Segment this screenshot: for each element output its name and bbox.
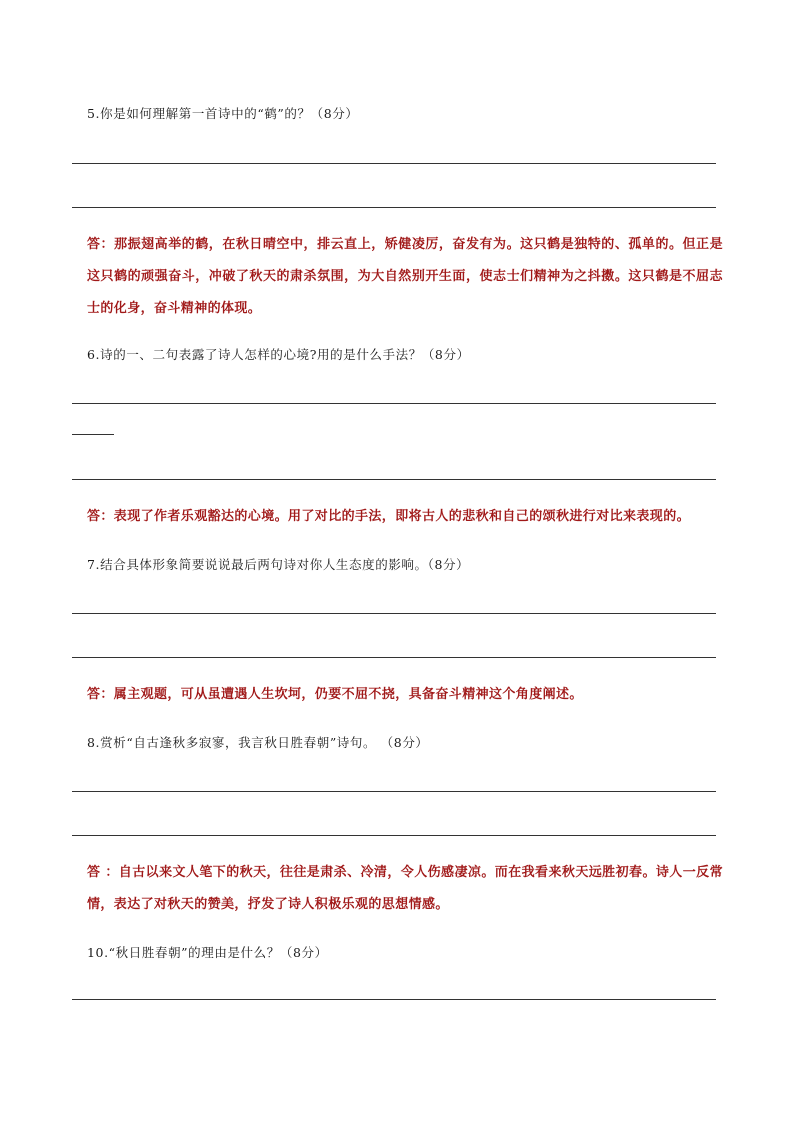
question-8: 8.赏析“自古逢秋多寂寥，我言秋日胜春朝”诗句。 （8分） bbox=[87, 735, 429, 750]
answer-7: 答：属主观题，可从虽遭遇人生坎坷，仍要不屈不挠，具备奋斗精神这个角度阐述。 bbox=[87, 687, 583, 702]
question-7: 7.结合具体形象简要说说最后两句诗对你人生态度的影响。（8分） bbox=[87, 557, 470, 572]
answer-line-short bbox=[72, 434, 114, 435]
answer-5: 答：那振翅高举的鹤，在秋日晴空中，排云直上，矫健凌厉，奋发有为。这只鹤是独特的、孤单的。但正是这只鹤的顽强奋斗，冲破了秋天的肃杀氛围，为大自然别开生面，使志士们精神为之抖擞。这只鹤是不屈志士的化身，奋斗精神的体现。 bbox=[87, 237, 723, 316]
answer-8: 答 ：自古以来文人笔下的秋天，往往是肃杀、冷清，令人伤感凄凉。而在我看来秋天远胜初春。诗人一反常情，表达了对秋天的赞美，抒发了诗人积极乐观的思想情感。 bbox=[87, 865, 723, 912]
answer-line bbox=[72, 163, 716, 164]
answer-line bbox=[72, 999, 716, 1000]
answer-6: 答：表现了作者乐观豁达的心境。用了对比的手法，即将古人的悲秋和自己的颂秋进行对比来表现的。 bbox=[87, 509, 691, 524]
question-10: 10.“秋日胜春朝”的理由是什么？（8分） bbox=[87, 945, 328, 960]
answer-line bbox=[72, 791, 716, 792]
question-6: 6.诗的一、二句表露了诗人怎样的心境?用的是什么手法？（8分） bbox=[87, 347, 470, 362]
answer-line bbox=[72, 835, 716, 836]
answer-line bbox=[72, 403, 716, 404]
answer-line bbox=[72, 479, 716, 480]
question-5: 5.你是如何理解第一首诗中的“鹤”的？（8分） bbox=[87, 106, 359, 121]
answer-line bbox=[72, 657, 716, 658]
answer-line bbox=[72, 613, 716, 614]
answer-line bbox=[72, 207, 716, 208]
